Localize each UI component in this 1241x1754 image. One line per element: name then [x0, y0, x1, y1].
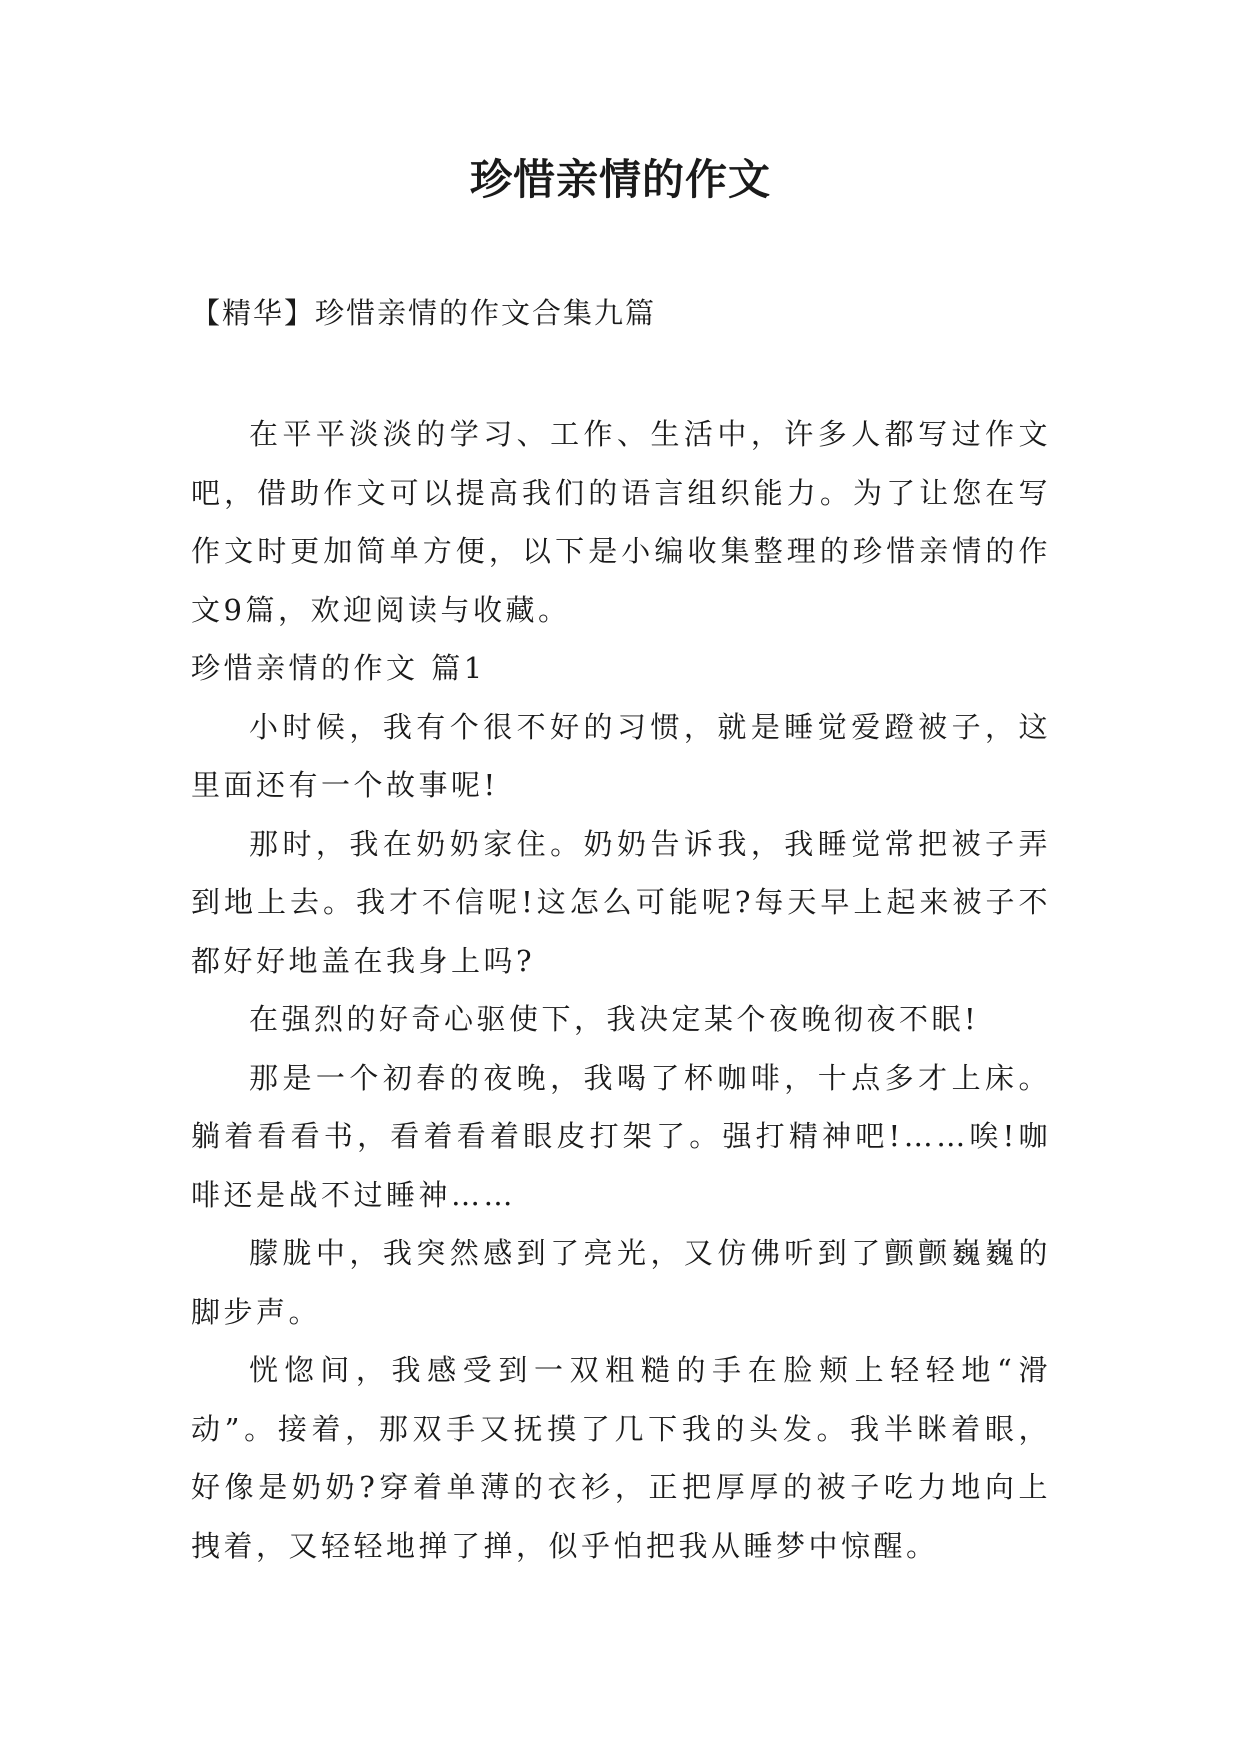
body-paragraph: 在强烈的好奇心驱使下，我决定某个夜晚彻夜不眠!	[249, 1002, 980, 1036]
document-title: 珍惜亲情的作文	[469, 155, 771, 204]
document-subtitle: 【精华】珍惜亲情的作文合集九篇	[191, 296, 657, 330]
body-paragraph: 恍惚间，我感受到一双粗糙的手在脸颊上轻轻地“滑动”。接着，那双手又抚摸了几下我的头发。我半眯着眼，好像是奶奶?穿着单薄的衣衫，正把厚厚的被子吃力地向上拽着，又轻轻地掸了掸，似乎怕把我从睡梦中惊醒。	[191, 1353, 1051, 1563]
body-paragraph: 那时，我在奶奶家住。奶奶告诉我，我睡觉常把被子弄到地上去。我才不信呢!这怎么可能呢?每天早上起来被子不都好好地盖在我身上吗?	[191, 826, 1051, 978]
body-paragraph: 那是一个初春的夜晚，我喝了杯咖啡，十点多才上床。躺着看看书，看着看着眼皮打架了。强打精神吧!……唉!咖啡还是战不过睡神……	[191, 1060, 1051, 1212]
body-paragraph: 朦胧中，我突然感到了亮光，又仿佛听到了颤颤巍巍的脚步声。	[191, 1236, 1051, 1329]
intro-paragraph: 在平平淡淡的学习、工作、生活中，许多人都写过作文吧，借助作文可以提高我们的语言组织能力。为了让您在写作文时更加简单方便，以下是小编收集整理的珍惜亲情的作文9篇，欢迎阅读与收藏。	[191, 417, 1051, 627]
body-paragraph: 小时候，我有个很不好的习惯，就是睡觉爱蹬被子，这里面还有一个故事呢!	[191, 709, 1051, 802]
section-heading: 珍惜亲情的作文 篇1	[191, 651, 486, 685]
document-body	[191, 405, 1051, 1575]
